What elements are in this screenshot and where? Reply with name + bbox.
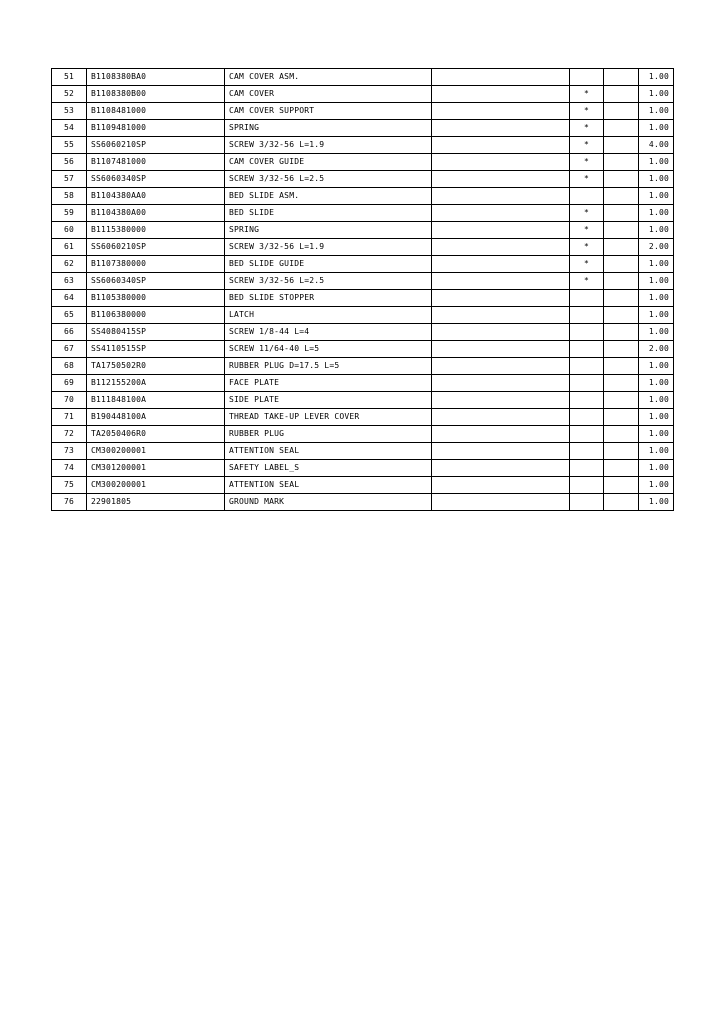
part-number: B1104380AA0 bbox=[87, 188, 225, 205]
part-number: CM300200001 bbox=[87, 443, 225, 460]
row-number: 67 bbox=[52, 341, 87, 358]
spare-cell bbox=[432, 239, 570, 256]
spare-cell bbox=[604, 103, 639, 120]
mark-cell bbox=[570, 477, 604, 494]
part-number: B1107481000 bbox=[87, 154, 225, 171]
part-description: CAM COVER GUIDE bbox=[225, 154, 432, 171]
row-number: 74 bbox=[52, 460, 87, 477]
spare-cell bbox=[604, 222, 639, 239]
row-number: 51 bbox=[52, 69, 87, 86]
spare-cell bbox=[432, 256, 570, 273]
part-description: SCREW 3/32-56 L=1.9 bbox=[225, 137, 432, 154]
spare-cell bbox=[432, 341, 570, 358]
row-number: 56 bbox=[52, 154, 87, 171]
spare-cell bbox=[604, 409, 639, 426]
quantity-cell: 1.00 bbox=[639, 358, 674, 375]
mark-cell: * bbox=[570, 205, 604, 222]
spare-cell bbox=[432, 273, 570, 290]
part-number: B112155200A bbox=[87, 375, 225, 392]
part-number: CM300200001 bbox=[87, 477, 225, 494]
part-number: SS6060210SP bbox=[87, 239, 225, 256]
mark-cell bbox=[570, 290, 604, 307]
spare-cell bbox=[604, 154, 639, 171]
row-number: 60 bbox=[52, 222, 87, 239]
part-description: SCREW 3/32-56 L=1.9 bbox=[225, 239, 432, 256]
part-description: LATCH bbox=[225, 307, 432, 324]
spare-cell bbox=[432, 494, 570, 511]
table-row bbox=[52, 290, 674, 307]
row-number: 65 bbox=[52, 307, 87, 324]
table-row bbox=[52, 358, 674, 375]
quantity-cell: 4.00 bbox=[639, 137, 674, 154]
part-number: SS6060340SP bbox=[87, 171, 225, 188]
table-row bbox=[52, 443, 674, 460]
part-number: B1108380B00 bbox=[87, 86, 225, 103]
quantity-cell: 1.00 bbox=[639, 205, 674, 222]
spare-cell bbox=[432, 443, 570, 460]
spare-cell bbox=[432, 375, 570, 392]
spare-cell bbox=[432, 426, 570, 443]
table-row bbox=[52, 273, 674, 290]
mark-cell bbox=[570, 409, 604, 426]
spare-cell bbox=[604, 324, 639, 341]
spare-cell bbox=[432, 86, 570, 103]
mark-cell bbox=[570, 69, 604, 86]
table-row bbox=[52, 120, 674, 137]
spare-cell bbox=[432, 307, 570, 324]
quantity-cell: 1.00 bbox=[639, 273, 674, 290]
part-description: RUBBER PLUG D=17.5 L=5 bbox=[225, 358, 432, 375]
row-number: 59 bbox=[52, 205, 87, 222]
part-description: SIDE PLATE bbox=[225, 392, 432, 409]
spare-cell bbox=[432, 205, 570, 222]
part-number: B1109481000 bbox=[87, 120, 225, 137]
mark-cell: * bbox=[570, 222, 604, 239]
mark-cell: * bbox=[570, 171, 604, 188]
row-number: 75 bbox=[52, 477, 87, 494]
row-number: 72 bbox=[52, 426, 87, 443]
part-number: B1107380000 bbox=[87, 256, 225, 273]
table-row bbox=[52, 171, 674, 188]
spare-cell bbox=[604, 307, 639, 324]
row-number: 71 bbox=[52, 409, 87, 426]
row-number: 54 bbox=[52, 120, 87, 137]
parts-list-table bbox=[51, 68, 674, 511]
part-description: BED SLIDE ASM. bbox=[225, 188, 432, 205]
quantity-cell: 1.00 bbox=[639, 256, 674, 273]
quantity-cell: 1.00 bbox=[639, 188, 674, 205]
quantity-cell: 1.00 bbox=[639, 426, 674, 443]
spare-cell bbox=[604, 256, 639, 273]
part-description: BED SLIDE GUIDE bbox=[225, 256, 432, 273]
spare-cell bbox=[604, 205, 639, 222]
spare-cell bbox=[432, 188, 570, 205]
row-number: 57 bbox=[52, 171, 87, 188]
mark-cell: * bbox=[570, 103, 604, 120]
row-number: 66 bbox=[52, 324, 87, 341]
part-number: 22901805 bbox=[87, 494, 225, 511]
quantity-cell: 1.00 bbox=[639, 120, 674, 137]
mark-cell: * bbox=[570, 273, 604, 290]
spare-cell bbox=[604, 443, 639, 460]
spare-cell bbox=[432, 477, 570, 494]
mark-cell bbox=[570, 324, 604, 341]
mark-cell: * bbox=[570, 256, 604, 273]
quantity-cell: 1.00 bbox=[639, 154, 674, 171]
mark-cell bbox=[570, 358, 604, 375]
spare-cell bbox=[432, 137, 570, 154]
part-description: SCREW 11/64-40 L=5 bbox=[225, 341, 432, 358]
mark-cell bbox=[570, 341, 604, 358]
part-description: THREAD TAKE-UP LEVER COVER bbox=[225, 409, 432, 426]
row-number: 53 bbox=[52, 103, 87, 120]
spare-cell bbox=[432, 392, 570, 409]
part-description: CAM COVER bbox=[225, 86, 432, 103]
part-description: FACE PLATE bbox=[225, 375, 432, 392]
mark-cell bbox=[570, 426, 604, 443]
mark-cell: * bbox=[570, 120, 604, 137]
quantity-cell: 1.00 bbox=[639, 392, 674, 409]
table-row bbox=[52, 154, 674, 171]
part-number: B1104380A00 bbox=[87, 205, 225, 222]
row-number: 52 bbox=[52, 86, 87, 103]
parts-list-body bbox=[52, 69, 674, 511]
mark-cell bbox=[570, 443, 604, 460]
part-description: SAFETY LABEL_S bbox=[225, 460, 432, 477]
quantity-cell: 1.00 bbox=[639, 307, 674, 324]
table-row bbox=[52, 324, 674, 341]
table-row bbox=[52, 426, 674, 443]
table-row bbox=[52, 86, 674, 103]
table-row bbox=[52, 239, 674, 256]
row-number: 69 bbox=[52, 375, 87, 392]
part-description: SCREW 3/32-56 L=2.5 bbox=[225, 171, 432, 188]
part-number: B111848100A bbox=[87, 392, 225, 409]
quantity-cell: 1.00 bbox=[639, 222, 674, 239]
mark-cell: * bbox=[570, 137, 604, 154]
part-number: SS4110515SP bbox=[87, 341, 225, 358]
part-number: B1108380BA0 bbox=[87, 69, 225, 86]
quantity-cell: 1.00 bbox=[639, 171, 674, 188]
part-description: ATTENTION SEAL bbox=[225, 443, 432, 460]
spare-cell bbox=[432, 290, 570, 307]
row-number: 73 bbox=[52, 443, 87, 460]
spare-cell bbox=[604, 239, 639, 256]
quantity-cell: 1.00 bbox=[639, 324, 674, 341]
row-number: 61 bbox=[52, 239, 87, 256]
part-number: SS6060210SP bbox=[87, 137, 225, 154]
mark-cell bbox=[570, 460, 604, 477]
table-row bbox=[52, 460, 674, 477]
spare-cell bbox=[432, 171, 570, 188]
quantity-cell: 2.00 bbox=[639, 239, 674, 256]
spare-cell bbox=[432, 460, 570, 477]
part-description: SCREW 1/8-44 L=4 bbox=[225, 324, 432, 341]
mark-cell bbox=[570, 494, 604, 511]
spare-cell bbox=[432, 324, 570, 341]
table-row bbox=[52, 205, 674, 222]
part-description: SPRING bbox=[225, 222, 432, 239]
mark-cell bbox=[570, 392, 604, 409]
part-number: SS4080415SP bbox=[87, 324, 225, 341]
row-number: 70 bbox=[52, 392, 87, 409]
part-description: SCREW 3/32-56 L=2.5 bbox=[225, 273, 432, 290]
table-row bbox=[52, 307, 674, 324]
part-number: B190448100A bbox=[87, 409, 225, 426]
table-row bbox=[52, 103, 674, 120]
table-row bbox=[52, 188, 674, 205]
spare-cell bbox=[604, 137, 639, 154]
spare-cell bbox=[432, 103, 570, 120]
part-number: B1106380000 bbox=[87, 307, 225, 324]
part-description: BED SLIDE STOPPER bbox=[225, 290, 432, 307]
row-number: 58 bbox=[52, 188, 87, 205]
row-number: 64 bbox=[52, 290, 87, 307]
quantity-cell: 1.00 bbox=[639, 494, 674, 511]
spare-cell bbox=[604, 358, 639, 375]
table-row bbox=[52, 137, 674, 154]
part-description: SPRING bbox=[225, 120, 432, 137]
spare-cell bbox=[604, 86, 639, 103]
quantity-cell: 1.00 bbox=[639, 409, 674, 426]
table-row bbox=[52, 409, 674, 426]
spare-cell bbox=[604, 426, 639, 443]
table-row bbox=[52, 375, 674, 392]
spare-cell bbox=[432, 409, 570, 426]
row-number: 63 bbox=[52, 273, 87, 290]
table-row bbox=[52, 494, 674, 511]
spare-cell bbox=[604, 392, 639, 409]
table-row bbox=[52, 477, 674, 494]
table-row bbox=[52, 392, 674, 409]
spare-cell bbox=[604, 273, 639, 290]
row-number: 76 bbox=[52, 494, 87, 511]
part-number: CM301200001 bbox=[87, 460, 225, 477]
mark-cell bbox=[570, 307, 604, 324]
quantity-cell: 2.00 bbox=[639, 341, 674, 358]
quantity-cell: 1.00 bbox=[639, 443, 674, 460]
quantity-cell: 1.00 bbox=[639, 460, 674, 477]
part-number: TA2050406R0 bbox=[87, 426, 225, 443]
spare-cell bbox=[432, 120, 570, 137]
spare-cell bbox=[604, 188, 639, 205]
spare-cell bbox=[432, 69, 570, 86]
spare-cell bbox=[432, 358, 570, 375]
spare-cell bbox=[604, 494, 639, 511]
spare-cell bbox=[604, 120, 639, 137]
part-number: SS6060340SP bbox=[87, 273, 225, 290]
table-row bbox=[52, 341, 674, 358]
table-row bbox=[52, 69, 674, 86]
part-number: B1105380000 bbox=[87, 290, 225, 307]
quantity-cell: 1.00 bbox=[639, 290, 674, 307]
quantity-cell: 1.00 bbox=[639, 375, 674, 392]
spare-cell bbox=[604, 69, 639, 86]
quantity-cell: 1.00 bbox=[639, 477, 674, 494]
quantity-cell: 1.00 bbox=[639, 86, 674, 103]
spare-cell bbox=[604, 341, 639, 358]
row-number: 55 bbox=[52, 137, 87, 154]
mark-cell bbox=[570, 188, 604, 205]
row-number: 62 bbox=[52, 256, 87, 273]
mark-cell: * bbox=[570, 239, 604, 256]
spare-cell bbox=[604, 290, 639, 307]
mark-cell: * bbox=[570, 154, 604, 171]
quantity-cell: 1.00 bbox=[639, 103, 674, 120]
mark-cell: * bbox=[570, 86, 604, 103]
part-description: BED SLIDE bbox=[225, 205, 432, 222]
part-number: TA1750502R0 bbox=[87, 358, 225, 375]
part-description: CAM COVER SUPPORT bbox=[225, 103, 432, 120]
spare-cell bbox=[604, 171, 639, 188]
part-description: RUBBER PLUG bbox=[225, 426, 432, 443]
mark-cell bbox=[570, 375, 604, 392]
part-description: CAM COVER ASM. bbox=[225, 69, 432, 86]
part-description: GROUND MARK bbox=[225, 494, 432, 511]
spare-cell bbox=[604, 460, 639, 477]
part-number: B1115380000 bbox=[87, 222, 225, 239]
spare-cell bbox=[604, 477, 639, 494]
row-number: 68 bbox=[52, 358, 87, 375]
quantity-cell: 1.00 bbox=[639, 69, 674, 86]
table-row bbox=[52, 222, 674, 239]
part-number: B1108481000 bbox=[87, 103, 225, 120]
table-row bbox=[52, 256, 674, 273]
spare-cell bbox=[432, 154, 570, 171]
spare-cell bbox=[604, 375, 639, 392]
part-description: ATTENTION SEAL bbox=[225, 477, 432, 494]
spare-cell bbox=[432, 222, 570, 239]
